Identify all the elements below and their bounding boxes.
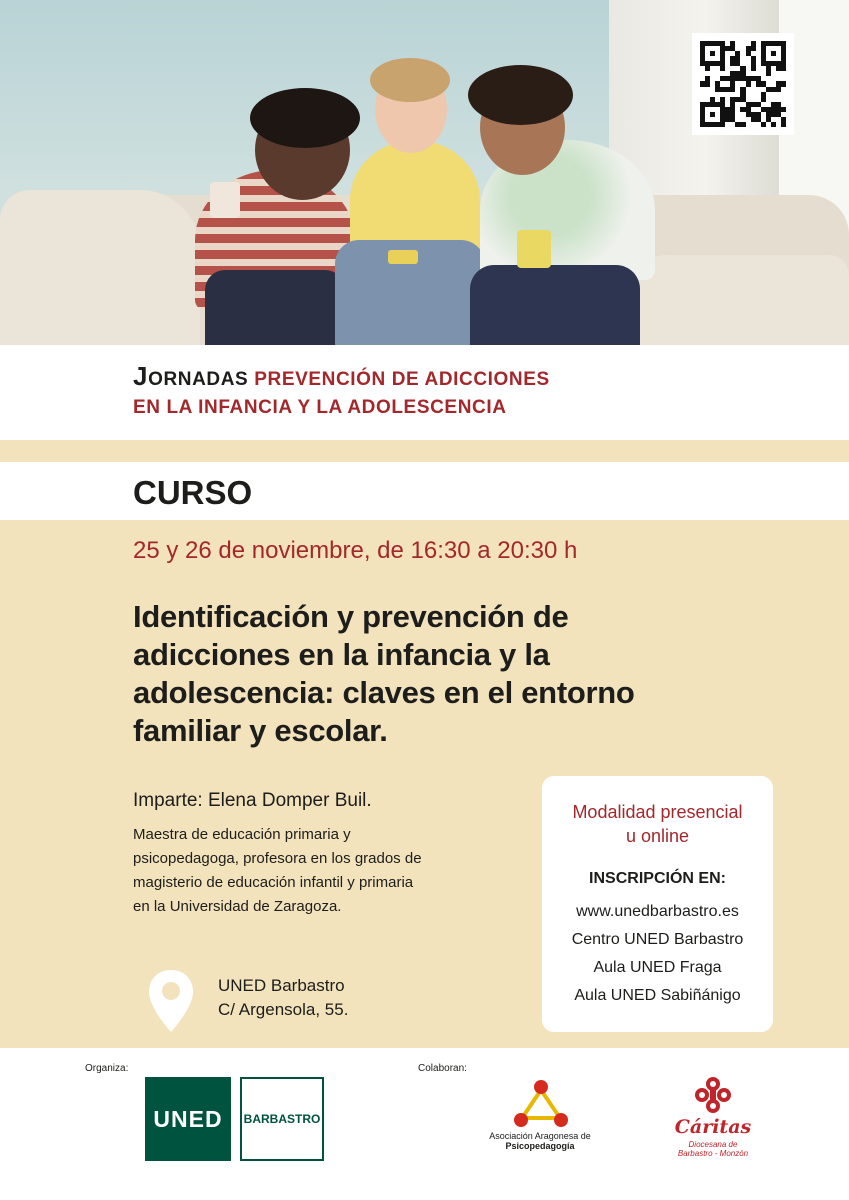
child-middle-hair [370,58,450,102]
event-title-line1: PREVENCIÓN DE ADICCIONES [254,369,550,390]
aap-name [470,1131,610,1151]
headline-line: adicciones en la infancia y la [133,637,550,672]
qr-code[interactable] [692,33,794,135]
barbastro-logo: BARBASTRO [240,1077,324,1161]
map-pin-icon [146,968,196,1034]
child-left-hair [250,88,360,148]
speaker-bio [133,823,478,919]
modality-line1: Modalidad presencial [572,802,743,822]
aap-line2 [470,1141,610,1151]
course-date: 25 y 26 de noviembre, de 16:30 a 20:30 h [133,537,578,564]
caritas-subtitle [660,1140,766,1158]
bio-line: en la Universidad de Zaragoza. [133,898,342,915]
course-label: CURSO [133,474,253,511]
qr-code-pattern [700,41,786,127]
modality-line2: u online [625,826,690,846]
colaboran-label: Colaboran: [418,1063,467,1074]
jornadas-initial: J [133,361,149,391]
bio-line: magisterio de educación infantil y primaria [133,874,414,891]
venue-name: UNED Barbastro [218,976,345,995]
registration-places [542,898,773,1010]
registration-place: Aula UNED Sabiñánigo [574,987,741,1004]
event-title [133,362,550,422]
child-left-legs [205,270,345,345]
beige-divider [0,440,849,462]
course-headline [133,598,733,750]
caritas-sub2: Barbastro - Monzón [677,1149,749,1158]
aap-logo-icon [510,1078,572,1130]
modality [542,800,773,848]
child-right-legs [470,265,640,345]
venue-address [218,974,348,1022]
registration-place: Aula UNED Fraga [593,959,722,976]
sofa-arm-left [0,190,200,345]
registration-website-link[interactable]: www.unedbarbastro.es [576,903,739,920]
headline-line: familiar y escolar. [133,713,388,748]
aap-line2-text: Psicopedagogía [505,1141,575,1151]
caritas-name: Cáritas [674,1116,752,1138]
bio-line: psicopedagoga, profesora en los grados de [133,850,422,867]
cup-left [210,182,240,218]
uned-logo: UNED [145,1077,231,1161]
event-title-line2: EN LA INFANCIA Y LA ADOLESCENCIA [133,397,507,418]
caritas-cross-icon [695,1077,731,1113]
speaker-name: Imparte: Elena Domper Buil. [133,790,372,811]
registration-place: Centro UNED Barbastro [571,931,744,948]
course-label-band [0,462,849,520]
child-right-hair [468,65,573,125]
phone [388,250,418,264]
jornadas-label: ORNADAS [148,369,249,390]
bio-line: Maestra de educación primaria y [133,826,351,843]
cup-right [517,230,551,268]
headline-line: adolescencia: claves en el entorno [133,675,635,710]
headline-line: Identificación y prevención de [133,599,569,634]
organiza-label: Organiza: [85,1063,129,1074]
aap-line1: Asociación Aragonesa de [489,1131,591,1141]
venue-street: C/ Argensola, 55. [218,1000,349,1019]
registration-heading: INSCRIPCIÓN EN: [589,870,726,887]
caritas-sub1: Diocesana de [688,1140,738,1149]
registration-card [542,776,773,1032]
